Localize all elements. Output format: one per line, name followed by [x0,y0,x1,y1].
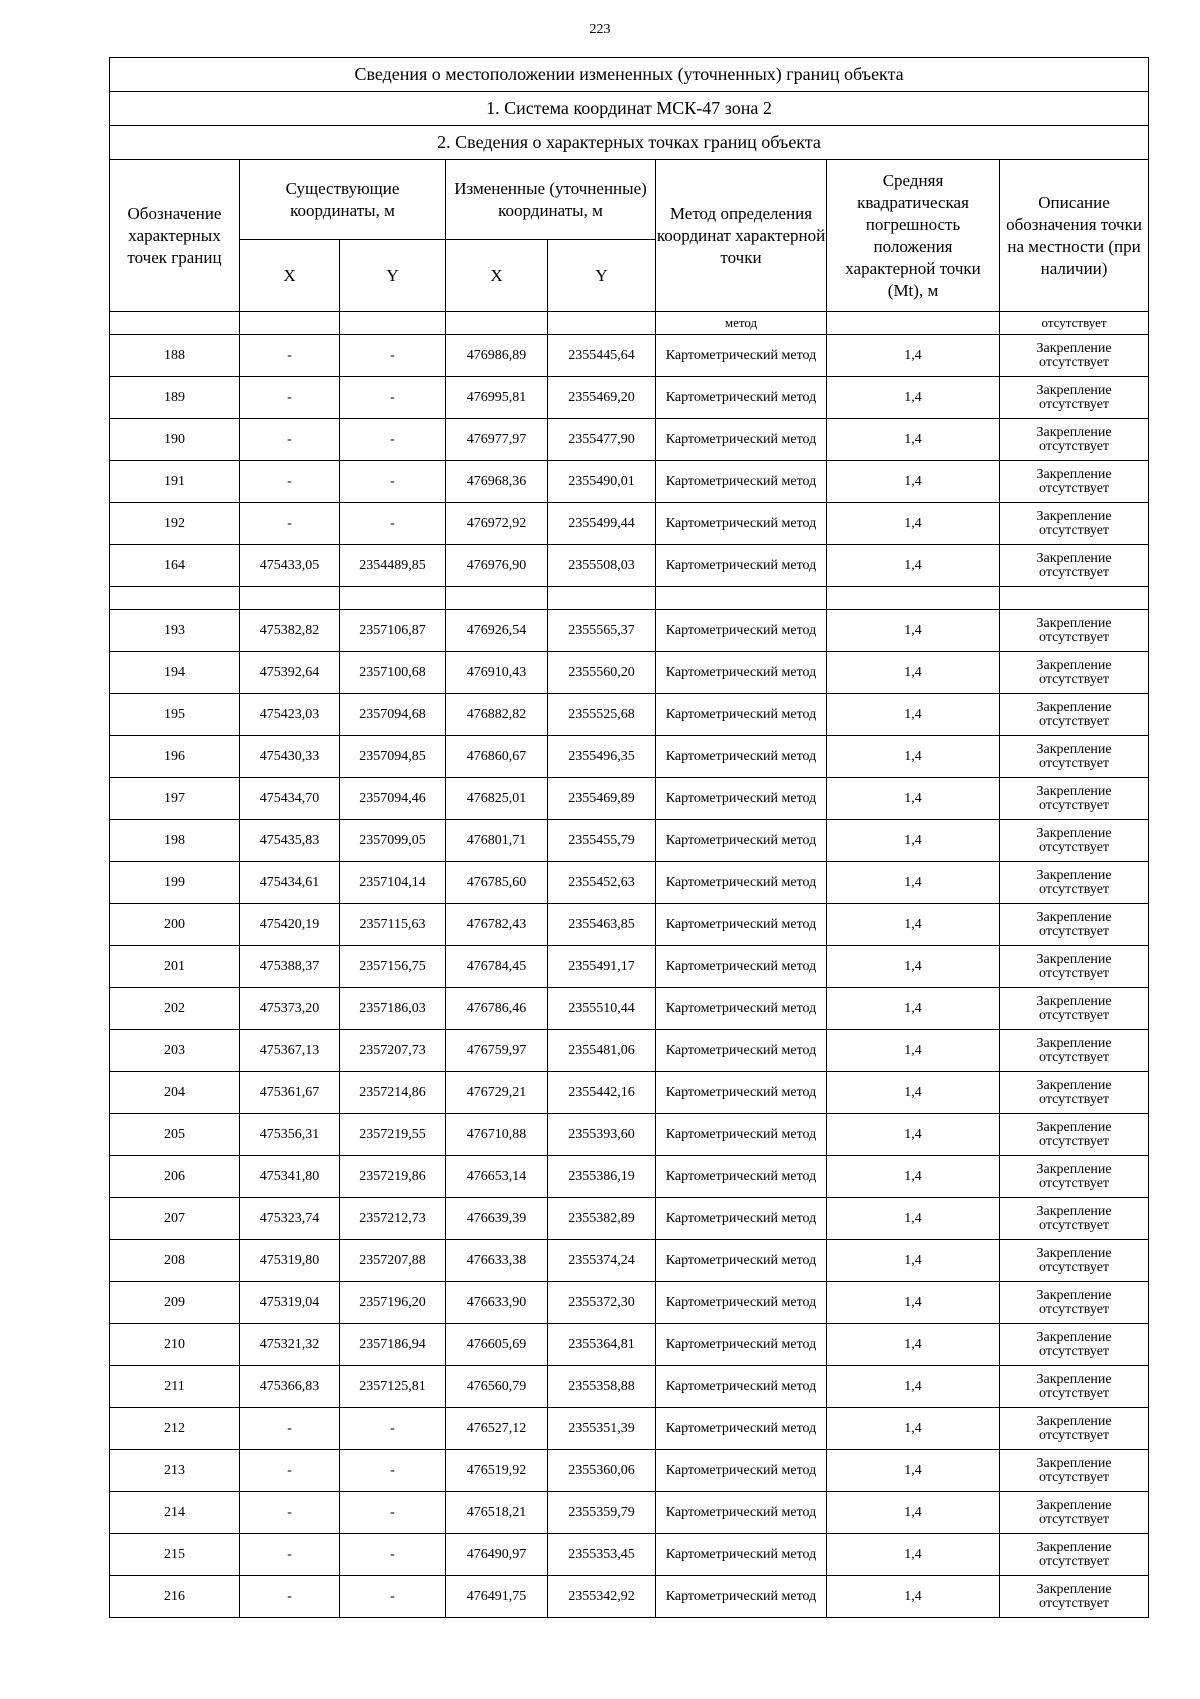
cell-existing-x: - [240,503,340,545]
cell-description: Закрепление отсутствует [1000,610,1149,652]
table-row [110,1324,1149,1366]
table-row [110,1156,1149,1198]
table-row [110,904,1149,946]
table-row [110,652,1149,694]
cell-error-value: 1,4 [827,1282,1000,1324]
cell-point-number: 213 [110,1450,240,1492]
cell-method: Картометрический метод [656,1114,827,1156]
cell-changed-y: 2355565,37 [548,610,656,652]
table-row [110,820,1149,862]
cell-existing-y: - [340,1534,446,1576]
cell-point-number: 204 [110,1072,240,1114]
cell-existing-y: 2357099,05 [340,820,446,862]
cell-point-number: 193 [110,610,240,652]
cell-changed-x: 476527,12 [446,1408,548,1450]
cell-changed-x: 476653,14 [446,1156,548,1198]
cell-existing-y: 2357094,85 [340,736,446,778]
cell-changed-y: 2355452,63 [548,862,656,904]
cell-changed-y: 2355351,39 [548,1408,656,1450]
cell-description: Закрепление отсутствует [1000,1408,1149,1450]
table-row [110,1240,1149,1282]
cell-changed-x: 476986,89 [446,335,548,377]
cell-existing-x: 475388,37 [240,946,340,988]
cell-changed-y: 2355358,88 [548,1366,656,1408]
cell-error-value: 1,4 [827,820,1000,862]
table-row [110,377,1149,419]
cell-description: Закрепление отсутствует [1000,1450,1149,1492]
cell-error-value: 1,4 [827,545,1000,587]
cell-changed-x: 476784,45 [446,946,548,988]
cell-description: Закрепление отсутствует [1000,1072,1149,1114]
cell-method: Картометрический метод [656,820,827,862]
cell-changed-x: 476490,97 [446,1534,548,1576]
cell-changed-y: 2355481,06 [548,1030,656,1072]
header-changed-coordinates: Измененные (уточненные) координаты, м [446,160,656,240]
cell-changed-y: 2355560,20 [548,652,656,694]
cell-error-value: 1,4 [827,946,1000,988]
cell-point-number: 206 [110,1156,240,1198]
cell-point-number: 214 [110,1492,240,1534]
cell-description: Закрепление отсутствует [1000,1030,1149,1072]
cell-existing-y: 2357100,68 [340,652,446,694]
header-existing-coordinates: Существующие координаты, м [240,160,446,240]
cell-existing-x: 475382,82 [240,610,340,652]
cell-changed-y: 2355359,79 [548,1492,656,1534]
cell-description: Закрепление отсутствует [1000,1240,1149,1282]
cell-changed-y: 2355477,90 [548,419,656,461]
cell-error-value: 1,4 [827,1198,1000,1240]
cell-error-value: 1,4 [827,1366,1000,1408]
table-row-separator [110,587,1149,610]
cell-changed-x: 476633,38 [446,1240,548,1282]
cell-error-value: 1,4 [827,1114,1000,1156]
cell-changed-y: 2355469,20 [548,377,656,419]
cell-description: Закрепление отсутствует [1000,1492,1149,1534]
cell-existing-x: - [240,419,340,461]
cell-existing-x: 475367,13 [240,1030,340,1072]
cell-changed-y: 2355496,35 [548,736,656,778]
cell-existing-y: - [340,461,446,503]
table-row [110,1366,1149,1408]
cell-existing-x: 475341,80 [240,1156,340,1198]
cell-existing-y: 2357186,94 [340,1324,446,1366]
table-row [110,988,1149,1030]
cell-changed-y: 2355491,17 [548,946,656,988]
cell-existing-x: - [240,1408,340,1450]
cell-changed-x: 476882,82 [446,694,548,736]
cell-description: Закрепление отсутствует [1000,1534,1149,1576]
cell-point-number: 212 [110,1408,240,1450]
cell-error-value: 1,4 [827,610,1000,652]
cell-existing-x: 475366,83 [240,1366,340,1408]
cell-description: Закрепление отсутствует [1000,545,1149,587]
table-row [110,1030,1149,1072]
header-error: Средняя квадратическая погрешность положения характерной точки (Mt), м [827,160,1000,312]
table-row [110,1198,1149,1240]
cell-existing-x: - [240,1534,340,1576]
cell-changed-x: 476759,97 [446,1030,548,1072]
cell-description: Закрепление отсутствует [1000,1114,1149,1156]
cell-changed-x: 476491,75 [446,1576,548,1618]
table-row [110,1576,1149,1618]
cell-changed-x: 476782,43 [446,904,548,946]
section-title: 2. Сведения о характерных точках границ объекта [110,126,1149,160]
cell-changed-y: 2355382,89 [548,1198,656,1240]
cell-existing-x: - [240,1576,340,1618]
table-row [110,1072,1149,1114]
coordinate-system: 1. Система координат МСК-47 зона 2 [110,92,1149,126]
cell-point-number: 210 [110,1324,240,1366]
header-changed-x: X [446,240,548,312]
cell-description: Закрепление отсутствует [1000,335,1149,377]
table-row [110,335,1149,377]
cell-changed-y: 2355455,79 [548,820,656,862]
cell-existing-y: 2357115,63 [340,904,446,946]
cell-method: Картометрический метод [656,862,827,904]
cell-method: Картометрический метод [656,545,827,587]
cell-method: Картометрический метод [656,736,827,778]
cell-description: Закрепление отсутствует [1000,461,1149,503]
cell-existing-y: 2357106,87 [340,610,446,652]
cell-existing-x: - [240,461,340,503]
cell-method: Картометрический метод [656,419,827,461]
cell-point-number: 208 [110,1240,240,1282]
cell-point-number: 200 [110,904,240,946]
cell-changed-y: 2355469,89 [548,778,656,820]
table-row [110,736,1149,778]
header-existing-x: X [240,240,340,312]
cell-existing-x: 475434,70 [240,778,340,820]
cell-existing-x: 475356,31 [240,1114,340,1156]
cell-changed-x: 476518,21 [446,1492,548,1534]
cell-existing-y: - [340,335,446,377]
cell-method: Картометрический метод [656,1240,827,1282]
cell-error-value: 1,4 [827,1072,1000,1114]
cell-point-number: 164 [110,545,240,587]
cell-description: Закрепление отсутствует [1000,503,1149,545]
cell-point-number: 201 [110,946,240,988]
cell-method: Картометрический метод [656,503,827,545]
cell-changed-y: 2355364,81 [548,1324,656,1366]
cell-existing-y: 2357212,73 [340,1198,446,1240]
cell-error-value: 1,4 [827,694,1000,736]
cell-existing-y: 2357104,14 [340,862,446,904]
cell-point-number: 209 [110,1282,240,1324]
cell-existing-x: 475323,74 [240,1198,340,1240]
cell-existing-x: 475423,03 [240,694,340,736]
cell-changed-y: 2355360,06 [548,1450,656,1492]
cell-point-number: 192 [110,503,240,545]
cell-existing-x: 475392,64 [240,652,340,694]
cell-changed-y: 2355525,68 [548,694,656,736]
cell-point-number: 190 [110,419,240,461]
cell-changed-x: 476976,90 [446,545,548,587]
header-method: Метод определения координат характерной точки [656,160,827,312]
cell-method: Картометрический метод [656,1282,827,1324]
cell-method: Картометрический метод [656,1366,827,1408]
cell-existing-y: 2357125,81 [340,1366,446,1408]
cell-existing-y: 2354489,85 [340,545,446,587]
cell-error-value: 1,4 [827,862,1000,904]
cell-changed-y: 2355508,03 [548,545,656,587]
cell-changed-y: 2355442,16 [548,1072,656,1114]
cell-description: Закрепление отсутствует [1000,1198,1149,1240]
boundary-points-table [109,57,1149,1618]
cell-method: Картометрический метод [656,1198,827,1240]
cell-point-number: 191 [110,461,240,503]
cell-changed-x: 476860,67 [446,736,548,778]
cell-existing-x: 475433,05 [240,545,340,587]
cell-error-value: 1,4 [827,419,1000,461]
cell-changed-y: 2355372,30 [548,1282,656,1324]
cell-description: Закрепление отсутствует [1000,946,1149,988]
cell-point-number: 199 [110,862,240,904]
cell-existing-y: 2357207,88 [340,1240,446,1282]
cell-existing-y: - [340,1492,446,1534]
cell-changed-x: 476605,69 [446,1324,548,1366]
table-row [110,862,1149,904]
cell-changed-x: 476633,90 [446,1282,548,1324]
cell-changed-x: 476710,88 [446,1114,548,1156]
cell-description: Закрепление отсутствует [1000,778,1149,820]
cell-description: Закрепление отсутствует [1000,1282,1149,1324]
cell-changed-y: 2355445,64 [548,335,656,377]
cell-error-value: 1,4 [827,1324,1000,1366]
cell-description: Закрепление отсутствует [1000,377,1149,419]
cell-changed-x: 476785,60 [446,862,548,904]
page-number: 223 [589,22,611,37]
cell-method: Картометрический метод [656,335,827,377]
cell-point-number: 207 [110,1198,240,1240]
header-designation: Обозначение характерных точек границ [110,160,240,312]
cell-existing-y: - [340,503,446,545]
cell-existing-y: - [340,1576,446,1618]
cell-error-value: 1,4 [827,461,1000,503]
cell-existing-x: 475420,19 [240,904,340,946]
cell-point-number: 194 [110,652,240,694]
cell-description: Закрепление отсутствует [1000,820,1149,862]
cell-description: Закрепление отсутствует [1000,652,1149,694]
cell-changed-x: 476786,46 [446,988,548,1030]
cell-method: Картометрический метод [656,1156,827,1198]
cell-changed-x: 476560,79 [446,1366,548,1408]
cell-existing-x: - [240,377,340,419]
cell-error-value: 1,4 [827,736,1000,778]
cell-existing-x: 475434,61 [240,862,340,904]
table-row [110,778,1149,820]
cell-existing-y: 2357196,20 [340,1282,446,1324]
table-row [110,545,1149,587]
cell-method: Картометрический метод [656,1072,827,1114]
cell-method: Картометрический метод [656,1408,827,1450]
cell-existing-y: - [340,419,446,461]
cell-method: Картометрический метод [656,1324,827,1366]
cell-existing-y: 2357207,73 [340,1030,446,1072]
cell-changed-x: 476910,43 [446,652,548,694]
cell-existing-y: 2357219,86 [340,1156,446,1198]
partial-method: метод [656,312,827,335]
cell-changed-x: 476825,01 [446,778,548,820]
table-row [110,461,1149,503]
cell-point-number: 188 [110,335,240,377]
cell-existing-y: 2357156,75 [340,946,446,988]
cell-point-number: 211 [110,1366,240,1408]
cell-description: Закрепление отсутствует [1000,1324,1149,1366]
cell-error-value: 1,4 [827,778,1000,820]
cell-changed-x: 476639,39 [446,1198,548,1240]
partial-description: отсутствует [1000,312,1149,335]
table-row [110,1114,1149,1156]
cell-method: Картометрический метод [656,1576,827,1618]
cell-existing-y: - [340,1450,446,1492]
cell-error-value: 1,4 [827,1156,1000,1198]
cell-error-value: 1,4 [827,335,1000,377]
table-row [110,1408,1149,1450]
cell-changed-y: 2355353,45 [548,1534,656,1576]
cell-changed-x: 476995,81 [446,377,548,419]
cell-point-number: 196 [110,736,240,778]
cell-existing-x: - [240,1492,340,1534]
cell-existing-x: 475430,33 [240,736,340,778]
cell-existing-y: - [340,1408,446,1450]
cell-changed-y: 2355463,85 [548,904,656,946]
cell-method: Картометрический метод [656,694,827,736]
cell-changed-x: 476977,97 [446,419,548,461]
cell-error-value: 1,4 [827,503,1000,545]
cell-description: Закрепление отсутствует [1000,988,1149,1030]
cell-error-value: 1,4 [827,1240,1000,1282]
cell-error-value: 1,4 [827,652,1000,694]
table-row [110,694,1149,736]
table-title: Сведения о местоположении измененных (уточненных) границ объекта [110,58,1149,92]
table-row [110,610,1149,652]
cell-method: Картометрический метод [656,1030,827,1072]
cell-method: Картометрический метод [656,778,827,820]
cell-description: Закрепление отсутствует [1000,1576,1149,1618]
cell-existing-x: - [240,1450,340,1492]
cell-error-value: 1,4 [827,904,1000,946]
cell-changed-y: 2355386,19 [548,1156,656,1198]
cell-existing-y: 2357186,03 [340,988,446,1030]
cell-changed-y: 2355499,44 [548,503,656,545]
cell-description: Закрепление отсутствует [1000,419,1149,461]
cell-existing-x: - [240,335,340,377]
cell-error-value: 1,4 [827,1408,1000,1450]
cell-point-number: 216 [110,1576,240,1618]
cell-method: Картометрический метод [656,988,827,1030]
table-row [110,1450,1149,1492]
table-row-partial [110,312,1149,335]
table-row [110,1534,1149,1576]
cell-method: Картометрический метод [656,610,827,652]
cell-point-number: 197 [110,778,240,820]
cell-changed-x: 476729,21 [446,1072,548,1114]
cell-method: Картометрический метод [656,1534,827,1576]
cell-existing-y: 2357214,86 [340,1072,446,1114]
cell-error-value: 1,4 [827,1534,1000,1576]
cell-error-value: 1,4 [827,988,1000,1030]
cell-changed-y: 2355374,24 [548,1240,656,1282]
cell-method: Картометрический метод [656,946,827,988]
cell-description: Закрепление отсутствует [1000,1366,1149,1408]
cell-error-value: 1,4 [827,377,1000,419]
cell-point-number: 203 [110,1030,240,1072]
cell-existing-x: 475319,80 [240,1240,340,1282]
cell-changed-x: 476968,36 [446,461,548,503]
cell-method: Картометрический метод [656,461,827,503]
cell-point-number: 198 [110,820,240,862]
table-body [110,312,1149,1618]
cell-point-number: 189 [110,377,240,419]
cell-method: Картометрический метод [656,904,827,946]
cell-changed-y: 2355490,01 [548,461,656,503]
cell-changed-y: 2355393,60 [548,1114,656,1156]
cell-error-value: 1,4 [827,1450,1000,1492]
header-description: Описание обозначения точки на местности (при наличии) [1000,160,1149,312]
cell-changed-y: 2355510,44 [548,988,656,1030]
header-existing-y: Y [340,240,446,312]
cell-changed-x: 476519,92 [446,1450,548,1492]
cell-changed-y: 2355342,92 [548,1576,656,1618]
cell-point-number: 195 [110,694,240,736]
cell-error-value: 1,4 [827,1576,1000,1618]
cell-existing-x: 475319,04 [240,1282,340,1324]
cell-point-number: 205 [110,1114,240,1156]
table-row [110,946,1149,988]
cell-method: Картометрический метод [656,377,827,419]
cell-existing-y: 2357094,46 [340,778,446,820]
cell-method: Картометрический метод [656,652,827,694]
cell-method: Картометрический метод [656,1450,827,1492]
table-row [110,1282,1149,1324]
cell-existing-y: 2357219,55 [340,1114,446,1156]
cell-existing-x: 475435,83 [240,820,340,862]
table-row [110,503,1149,545]
cell-existing-x: 475321,32 [240,1324,340,1366]
header-changed-y: Y [548,240,656,312]
cell-existing-y: - [340,377,446,419]
cell-method: Картометрический метод [656,1492,827,1534]
cell-description: Закрепление отсутствует [1000,1156,1149,1198]
cell-error-value: 1,4 [827,1492,1000,1534]
cell-description: Закрепление отсутствует [1000,736,1149,778]
cell-existing-y: 2357094,68 [340,694,446,736]
cell-point-number: 202 [110,988,240,1030]
cell-existing-x: 475361,67 [240,1072,340,1114]
cell-existing-x: 475373,20 [240,988,340,1030]
cell-point-number: 215 [110,1534,240,1576]
cell-error-value: 1,4 [827,1030,1000,1072]
cell-description: Закрепление отсутствует [1000,862,1149,904]
cell-changed-x: 476926,54 [446,610,548,652]
cell-description: Закрепление отсутствует [1000,694,1149,736]
cell-changed-x: 476801,71 [446,820,548,862]
cell-description: Закрепление отсутствует [1000,904,1149,946]
table-row [110,1492,1149,1534]
cell-changed-x: 476972,92 [446,503,548,545]
table-row [110,419,1149,461]
